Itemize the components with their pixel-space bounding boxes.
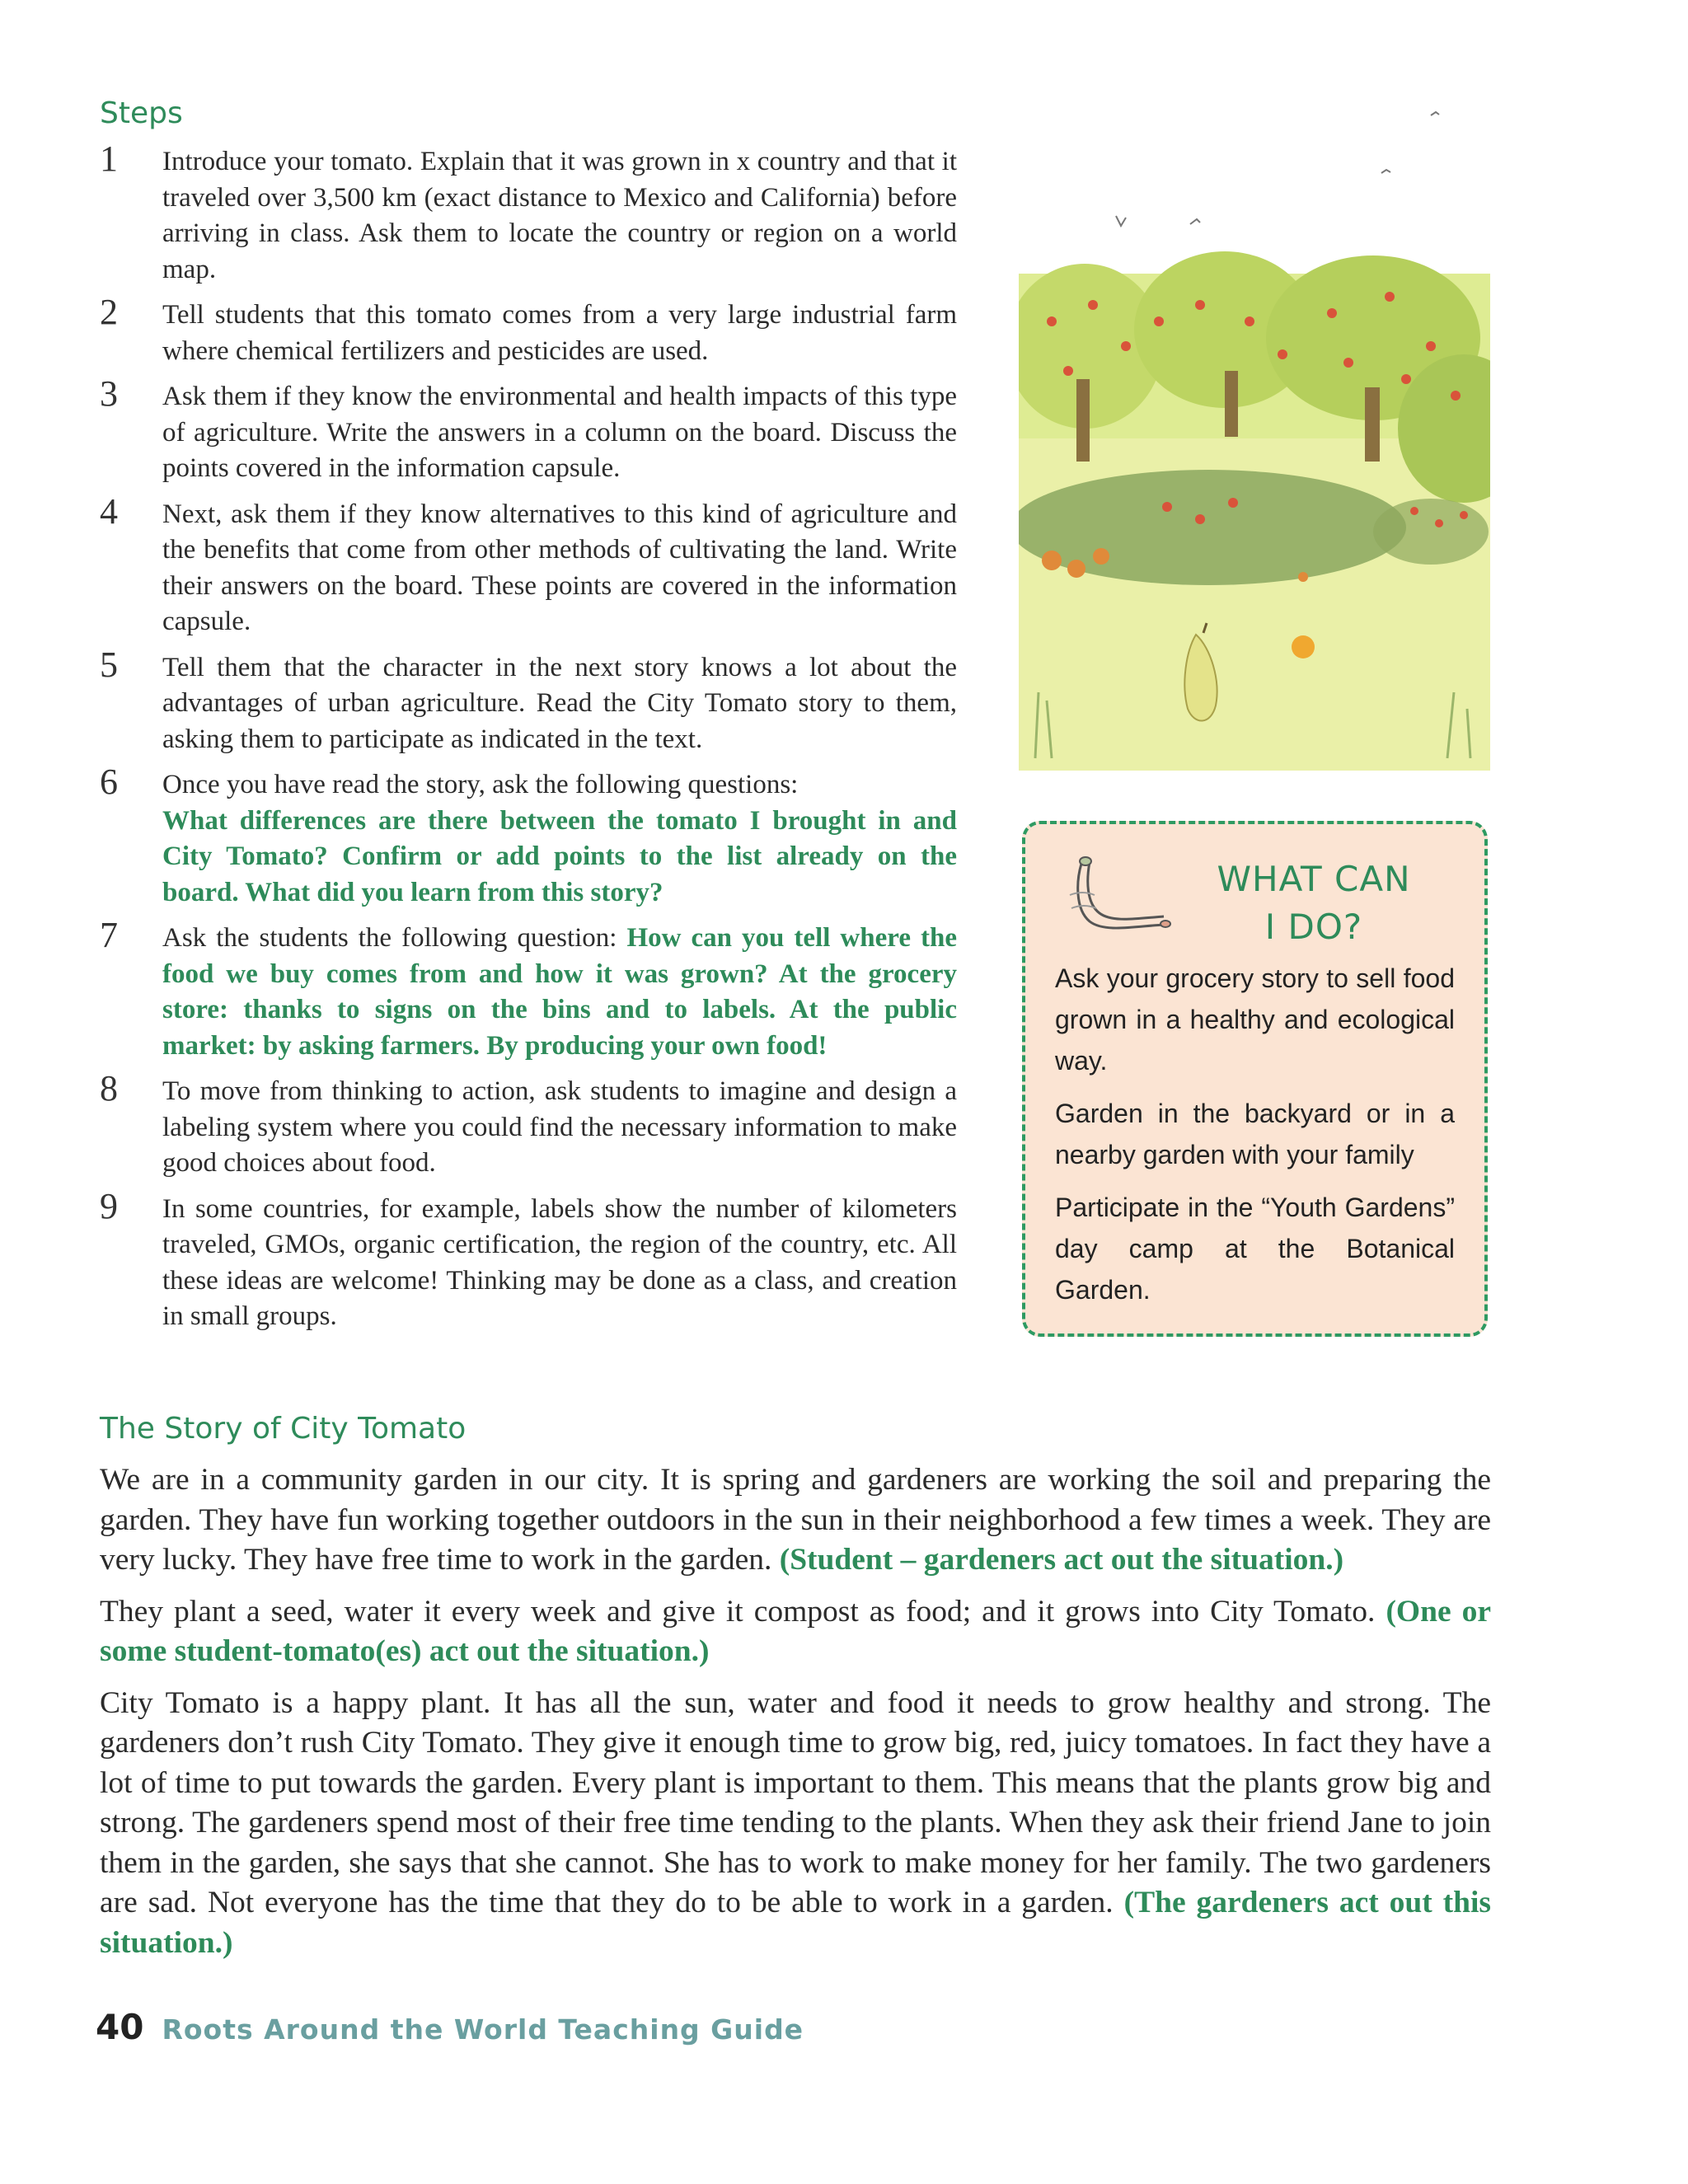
step-body <box>162 921 957 1064</box>
step-number: 1 <box>100 138 118 179</box>
story-body <box>100 1460 1491 1975</box>
box-items <box>1055 958 1455 1322</box>
story-paragraph <box>100 1460 1491 1581</box>
story-paragraph <box>100 1592 1491 1672</box>
step-item <box>100 1068 957 1182</box>
page-footer <box>96 2007 804 2047</box>
box-title-line: WHAT CAN <box>1217 859 1411 899</box>
story-direction: (The gardeners act out this situation.) <box>100 1886 1492 1960</box>
story-text: We are in a community garden in our city. It is spring and gardeners are working the soil and preparing the garden. They have fun working together outdoors in the sun in their neighborhood a few times a week. They are very lucky. They have free time to work in the garden. <box>100 1463 1491 1577</box>
step-item <box>100 644 957 758</box>
step-text: Introduce your tomato. Explain that it was grown in x country and that it traveled over 3,500 km (exact distance to Mexico and California) before arriving in class. Ask them to locate the country or region on a world map. <box>162 147 957 284</box>
worm-icon <box>1065 847 1172 938</box>
guide-title: Roots Around the World Teaching Guide <box>162 2013 804 2046</box>
story-heading: The Story of City Tomato <box>100 1412 467 1446</box>
step-item <box>100 915 957 1064</box>
steps-list <box>100 138 957 1345</box>
step-text: Tell students that this tomato comes from a very large industrial farm where chemical fertilizers and pesticides are used. <box>162 300 957 366</box>
step-question: How can you tell where the food we buy comes from and how it was grown? At the grocery store: thanks to signs on the bins and to labels. At the public market: by asking farmers. By producing your own food! <box>162 923 957 1061</box>
step-item <box>100 138 957 288</box>
step-number: 6 <box>100 762 118 802</box>
what-can-i-do-box <box>1022 821 1488 1337</box>
step-question: What differences are there between the tomato I brought in and City Tomato? Confirm or add points to the list already on the board. What did you learn from this story? <box>162 805 957 907</box>
step-item <box>100 490 957 640</box>
steps-heading: Steps <box>100 96 183 130</box>
box-item: Participate in the “Youth Gardens” day camp at the Botanical Garden. <box>1055 1193 1455 1305</box>
box-item: Garden in the backyard or in a nearby garden with your family <box>1055 1099 1455 1169</box>
step-number: 9 <box>100 1185 118 1226</box>
step-text: Once you have read the story, ask the following questions: <box>162 770 799 799</box>
step-text: Ask the students the following question: <box>162 923 627 953</box>
story-text: City Tomato is a happy plant. It has all the sun, water and food it needs to grow healthy and strong. The gardeners don’t rush City Tomato. They give it enough time to grow big, red, juicy tomatoes. In fact they have a lot of time to put towards the garden. Every plant is important to them. This means that the plants grow big and strong. The gardeners spend most of their free time tending to the plants. When they ask their friend Jane to join them in the garden, she says that she cannot. She has to work to make money for her family. The two gardeners are sad. Not everyone has the time that they do to be able to work in a garden. <box>100 1685 1491 1919</box>
step-number: 2 <box>100 292 118 332</box>
step-text: Next, ask them if they know alternatives to this kind of agriculture and the benefits that come from other methods of cultivating the land. Write their answers on the board. These points are covered in the information capsule. <box>162 499 957 636</box>
step-number: 8 <box>100 1068 118 1108</box>
garden-illustration <box>1019 99 1490 771</box>
step-item <box>100 292 957 369</box>
step-text: To move from thinking to action, ask students to imagine and design a labeling system where you could find the necessary information to make good choices about food. <box>162 1076 957 1178</box>
step-number: 4 <box>100 490 118 532</box>
step-body <box>162 767 957 911</box>
step-number: 7 <box>100 915 118 955</box>
page-number: 40 <box>96 2007 144 2047</box>
box-title <box>1190 855 1437 951</box>
box-title-line: I DO? <box>1264 907 1363 947</box>
birds <box>1116 112 1439 226</box>
step-item <box>100 373 957 487</box>
step-text: Tell them that the character in the next story knows a lot about the advantages of urban agriculture. Read the City Tomato story to them, asking them to participate as indicated in the text. <box>162 652 957 754</box>
step-text: In some countries, for example, labels show the number of kilometers traveled, GMOs, organic certification, the region of the country, etc. All these ideas are welcome! Thinking may be done as a class, and creation in small groups. <box>162 1193 957 1331</box>
story-paragraph <box>100 1684 1491 1964</box>
story-direction: (Student – gardeners act out the situation.) <box>779 1543 1344 1577</box>
step-number: 5 <box>100 644 118 685</box>
step-item <box>100 1185 957 1335</box>
step-text: Ask them if they know the environmental and health impacts of this type of agriculture. Write the answers in a column on the board. Discuss the points covered in the information capsule. <box>162 382 957 483</box>
step-number: 3 <box>100 373 118 414</box>
box-item: Ask your grocery story to sell food grown in a healthy and ecological way. <box>1055 963 1455 1076</box>
story-direction: (One or some student-tomato(es) act out the situation.) <box>100 1594 1491 1668</box>
story-text: They plant a seed, water it every week and give it compost as food; and it grows into City Tomato. <box>100 1594 1386 1629</box>
step-item <box>100 762 957 911</box>
